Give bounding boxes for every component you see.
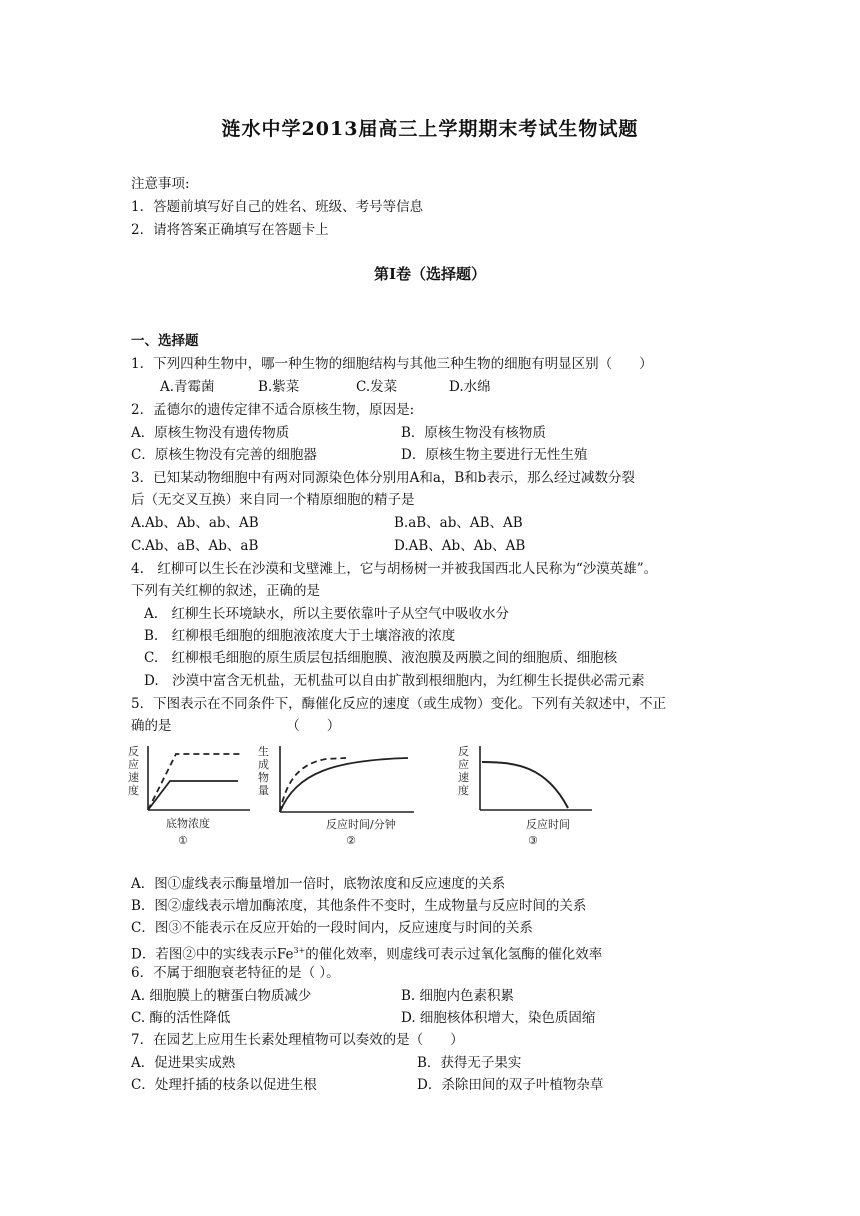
- q1-option-c: C.发菜: [356, 379, 398, 395]
- q7-option-b: B．获得无子果实: [417, 1055, 522, 1071]
- q6-option-a: A. 细胞膜上的糖蛋白物质减少: [131, 988, 312, 1004]
- q1-stem: 1．下列四种生物中，哪一种生物的细胞结构与其他三种生物的细胞有明显区别（ ）: [131, 356, 653, 372]
- q2-option-c: C．原核生物没有完善的细胞器: [131, 447, 317, 463]
- graph-1-ylabel-3: 速: [128, 771, 139, 784]
- q4-stem-line-2: 下列有关红柳的叙述，正确的是: [131, 583, 320, 599]
- graph-1-solid-line: [148, 781, 238, 810]
- graph-1-ylabel-2: 应: [128, 758, 139, 771]
- q3-option-a: A.Ab、Ab、ab、AB: [131, 515, 259, 531]
- section-title: 第Ⅰ卷（选择题）: [373, 265, 487, 283]
- graph-2-ylabel-1: 生: [258, 745, 269, 758]
- q3-option-b: B.aB、ab、AB、AB: [394, 515, 523, 531]
- q1-option-d: D.水绵: [449, 379, 491, 395]
- q7-option-d: D．杀除田间的双子叶植物杂草: [417, 1077, 604, 1093]
- q5-option-d-pre: D．若图②中的实线表示Fe: [131, 946, 294, 963]
- q6-option-c: C. 酶的活性降低: [131, 1010, 231, 1026]
- q7-option-c: C．处理扦插的枝条以促进生根: [131, 1077, 317, 1093]
- graph-3-ylabel-4: 度: [458, 784, 469, 797]
- q7-stem: 7．在园艺上应用生长素处理植物可以奏效的是（ ）: [131, 1032, 464, 1048]
- q4-option-a: A. 红柳生长环境缺水，所以主要依靠叶子从空气中吸收水分: [144, 606, 510, 622]
- graph-2-ylabel-4: 量: [258, 784, 269, 797]
- q2-option-b: B．原核生物没有核物质: [401, 425, 546, 441]
- graph-1-ylabel-1: 反: [128, 745, 139, 758]
- page-title: 涟水中学2013届高三上学期期末考试生物试题: [221, 118, 639, 140]
- q5-option-d-post: 的催化效率，则虚线可表示过氧化氢酶的催化效率: [305, 946, 603, 963]
- graph-3-ylabel-1: 反: [458, 745, 469, 758]
- q3-stem-line-2: 后（无交叉互换）来自同一个精原细胞的精子是: [131, 492, 415, 508]
- notice-item-2: 2．请将答案正确填写在答题卡上: [131, 222, 329, 238]
- graph-1-ylabel-4: 度: [128, 784, 139, 797]
- q1-option-a: A.青霉菌: [160, 379, 215, 395]
- graph-3: [456, 742, 596, 850]
- graph-1-xlabel: 底物浓度: [166, 817, 210, 830]
- q5-stem-line-2: 确的是 （ ）: [131, 718, 341, 734]
- graph-3-solid-line: [482, 762, 568, 808]
- q4-option-c: C. 红柳根毛细胞的原生质层包括细胞膜、液泡膜及两膜之间的细胞质、细胞核: [144, 650, 618, 666]
- q5-option-d-sup: 3+: [293, 946, 306, 955]
- graph-2-xlabel: 反应时间/分钟: [326, 818, 396, 831]
- q6-stem: 6．不属于细胞衰老特征的是（ ）。: [131, 965, 340, 981]
- graph-2-solid-line: [280, 758, 408, 812]
- q4-option-d: D. 沙漠中富含无机盐，无机盐可以自由扩散到根细胞内，为红柳生长提供必需元素: [144, 673, 645, 689]
- q5-stem-line-1: 5．下图表示在不同条件下，酶催化反应的速度（或生成物）变化。下列有关叙述中，不正: [131, 696, 667, 712]
- graph-2-ylabel-3: 物: [258, 771, 269, 784]
- graph-1-number: ①: [178, 834, 188, 847]
- graph-3-number: ③: [528, 834, 538, 847]
- q6-option-d: D. 细胞核体积增大，染色质固缩: [401, 1010, 596, 1026]
- notice-heading: 注意事项:: [131, 176, 190, 192]
- q2-option-d: D．原核生物主要进行无性生殖: [401, 447, 588, 463]
- q5-option-a: A．图①虚线表示酶量增加一倍时，底物浓度和反应速度的关系: [131, 876, 506, 892]
- q2-option-a: A．原核生物没有遗传物质: [131, 425, 290, 441]
- q3-option-c: C.Ab、aB、Ab、aB: [131, 538, 259, 554]
- q3-option-d: D.AB、Ab、Ab、AB: [394, 538, 526, 554]
- graph-1: [126, 742, 251, 850]
- graph-2-ylabel-2: 成: [258, 758, 269, 771]
- q2-stem: 2．孟德尔的遗传定律不适合原核生物，原因是:: [131, 402, 415, 418]
- graph-3-ylabel-3: 速: [458, 771, 469, 784]
- notice-item-1: 1．答题前填写好自己的姓名、班级、考号等信息: [131, 199, 424, 215]
- q4-option-b: B. 红柳根毛细胞的细胞液浓度大于土壤溶液的浓度: [144, 628, 456, 644]
- graph-2: [256, 742, 416, 850]
- q3-stem-line-1: 3．已知某动物细胞中有两对同源染色体分别用A和a，B和b表示，那么经过减数分裂: [131, 470, 635, 486]
- q5-option-d: [131, 941, 602, 965]
- q7-option-a: A．促进果实成熟: [131, 1055, 236, 1071]
- q5-option-b: B．图②虚线表示增加酶浓度，其他条件不变时，生成物量与反应时间的关系: [131, 898, 587, 914]
- q5-option-c: C．图③不能表示在反应开始的一段时间内，反应速度与时间的关系: [131, 920, 533, 936]
- q6-option-b: B. 细胞内色素积累: [401, 988, 515, 1004]
- graph-3-xlabel: 反应时间: [526, 818, 570, 831]
- graph-1-dashed-line: [148, 754, 240, 810]
- q1-option-b: B.紫菜: [258, 379, 300, 395]
- graph-2-number: ②: [346, 834, 356, 847]
- q4-stem-line-1: 4. 红柳可以生长在沙漠和戈壁滩上，它与胡杨树一并被我国西北人民称为“沙漠英雄”。: [131, 561, 658, 577]
- part-heading: 一、选择题: [131, 333, 199, 349]
- graph-3-ylabel-2: 应: [458, 758, 469, 771]
